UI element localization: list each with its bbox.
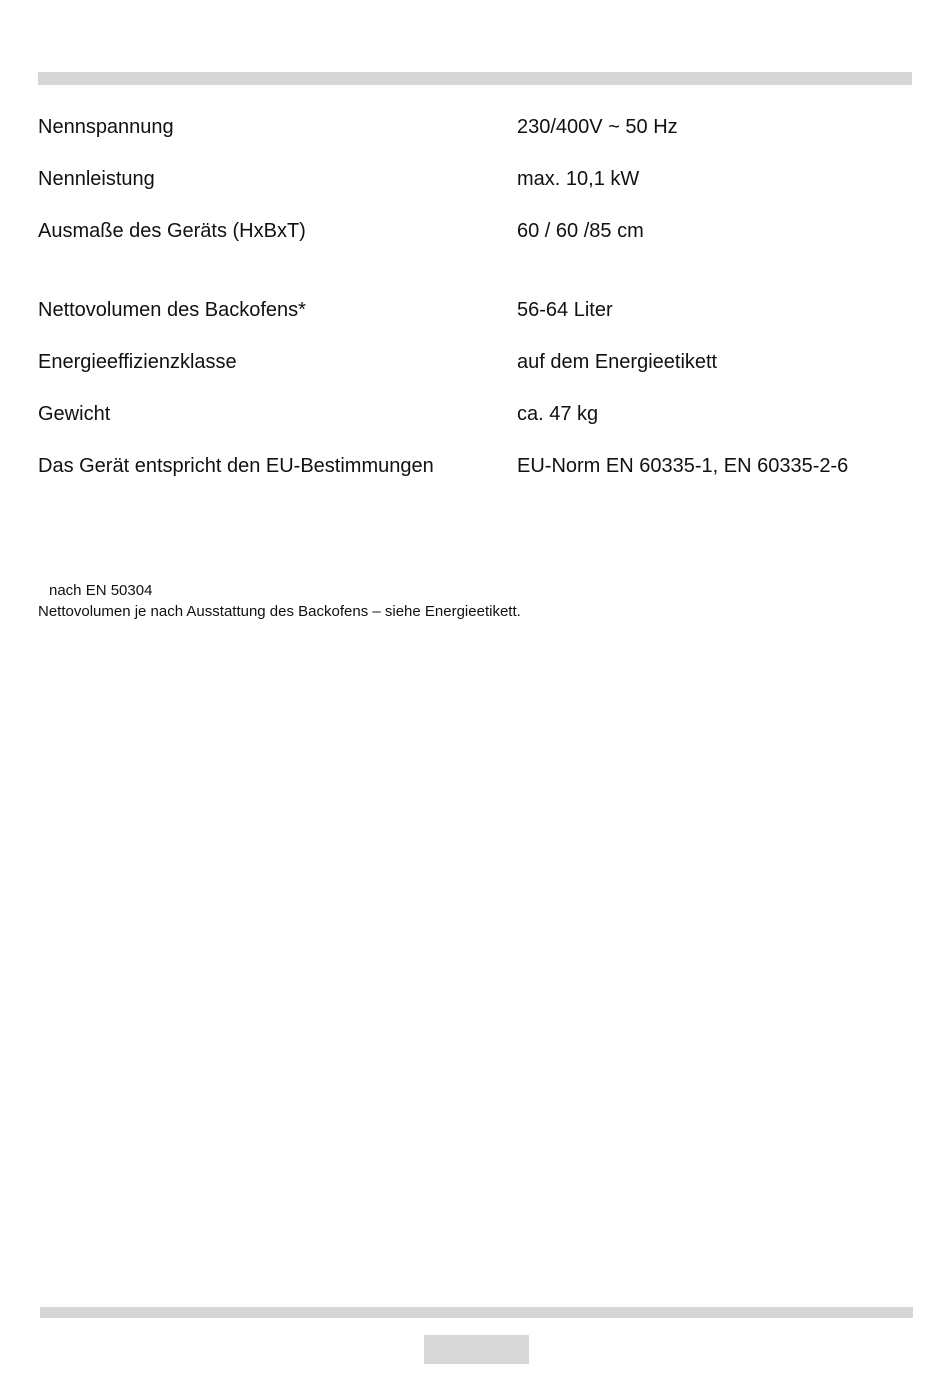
spec-value: EU-Norm EN 60335-1, EN 60335-2-6 [517,455,849,477]
spec-value: auf dem Energieetikett [517,351,718,373]
spec-row-rated-power [38,165,912,193]
spec-value: ca. 47 kg [517,403,599,425]
page-number-tab [424,1335,529,1364]
spec-label: Gewicht [38,403,111,425]
spec-row-energy-class [38,348,912,376]
spec-label: Nennleistung [38,168,155,190]
footnote-standard: nach EN 50304 [49,582,153,599]
spec-value: max. 10,1 kW [517,168,640,190]
spec-label: Nettovolumen des Backofens* [38,299,306,321]
footer-divider-bar [40,1307,913,1318]
spec-row-oven-volume [38,296,912,324]
spec-label: Das Gerät entspricht den EU-Bestimmungen [38,455,434,477]
spec-value: 230/400V ~ 50 Hz [517,116,678,138]
spec-value: 60 / 60 /85 cm [517,220,644,242]
spec-label: Nennspannung [38,116,174,138]
spec-label: Ausmaße des Geräts (HxBxT) [38,220,306,242]
spec-value: 56-64 Liter [517,299,613,321]
spec-row-weight [38,400,912,428]
header-divider-bar [38,72,912,85]
spec-row-rated-voltage [38,113,912,141]
spec-row-eu-compliance [38,452,912,480]
spec-label: Energieeffizienzklasse [38,351,237,373]
spec-row-dimensions [38,217,912,245]
footnote-volume-note: Nettovolumen je nach Ausstattung des Backofens – siehe Energieetikett. [38,603,521,620]
